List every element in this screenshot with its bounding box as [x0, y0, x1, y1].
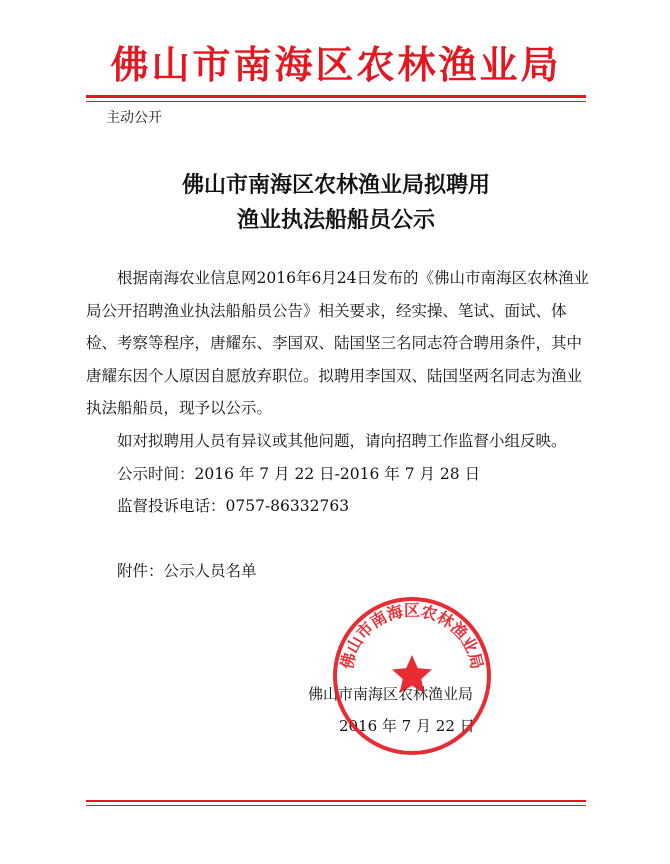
body-text — [86, 262, 592, 587]
disclosure-label: 主动公开 — [106, 110, 162, 126]
seal-star-icon — [392, 655, 432, 693]
signature-org: 佛山市南海区农林渔业局 — [308, 685, 474, 703]
header-rule-thin — [86, 101, 586, 102]
doc-title-line2: 渔业执法船船员公示 — [236, 207, 435, 233]
footer-rule-thin — [86, 805, 586, 806]
body-paragraph-2: 如对拟聘用人员有异议或其他问题，请向招聘工作监督小组反映。 — [117, 431, 567, 450]
official-seal — [331, 595, 493, 757]
attachment-note: 附件：公示人员名单 — [117, 561, 257, 580]
header-rule-thick — [86, 95, 586, 98]
seal-text: 佛山市南海区农林渔业局 — [337, 601, 487, 671]
body-paragraph-1: 根据南海农业信息网2016年6月24日发布的《佛山市南海区农林渔业局公开招聘渔业执法船船员公告》相关要求，经实操、笔试、面试、体检、考察等程序，唐耀东、李国双、陆国坚三名同志符合聘用条件，其中唐耀东因个人原因自愿放弃职位。拟聘用李国双、陆国坚两名同志为渔业执法船船员，现予以公示。 — [86, 269, 590, 418]
publication-period: 公示时间：2016 年 7 月 22 日-2016 年 7 月 28 日 — [117, 464, 481, 483]
spacer — [86, 523, 592, 555]
org-header-title: 佛山市南海区农林渔业局 — [110, 43, 562, 87]
signature-date: 2016 年 7 月 22 日 — [339, 717, 475, 735]
complaint-phone: 监督投诉电话：0757-86332763 — [117, 497, 350, 516]
footer-rule-thick — [86, 800, 586, 802]
doc-title-line1: 佛山市南海区农林渔业局拟聘用 — [181, 172, 490, 198]
